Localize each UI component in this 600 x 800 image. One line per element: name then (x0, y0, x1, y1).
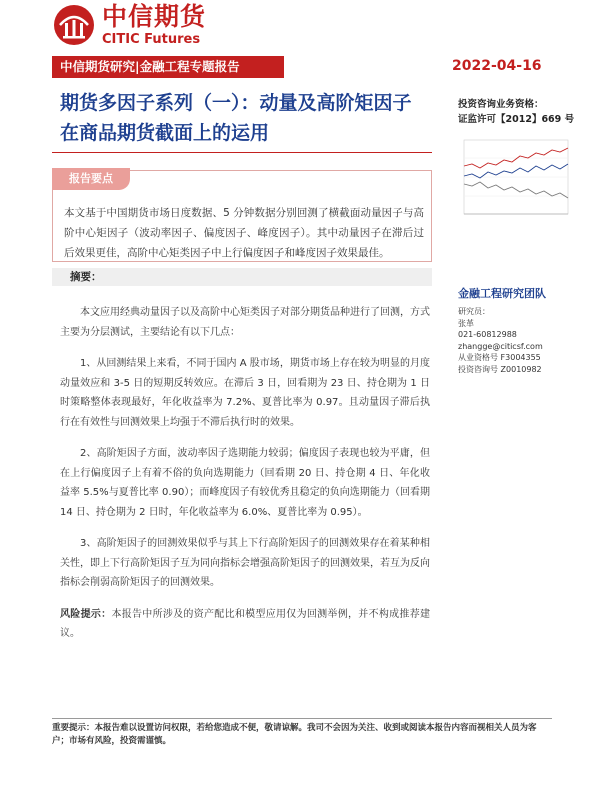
abstract-label: 摘要： (70, 271, 102, 283)
brand-name-en: CITIC Futures (102, 32, 201, 47)
summary-text: 本文基于中国期货市场日度数据、5 分钟数据分别回测了横截面动量因子与高阶中心矩因子（波动率因子、偏度因子、峰度因子）。其中动量因子在滞后过后效果更佳，高阶中心矩类因子中上行偏度因子和峰度因子效果最佳。 (64, 207, 424, 259)
qualification-value: 证监许可【2012】669 号 (458, 114, 575, 125)
risk-label: 风险提示： (60, 608, 112, 620)
team-role: 研究员： (458, 307, 490, 316)
team-name: 张革 (458, 318, 474, 328)
summary-tag: 报告要点 (52, 168, 130, 190)
abstract-paragraph-intro: 本文应用经典动量因子以及高阶中心矩类因子对部分期货品种进行了回测，方式主要为分层测试，主要结论有以下几点： (60, 307, 430, 338)
report-title: 期货多因子系列（一）：动量及高阶矩因子在商品期货截面上的运用 (60, 92, 412, 144)
risk-warning (60, 605, 430, 644)
qualification-label: 投资咨询业务资格： (458, 99, 544, 110)
abstract-body (60, 303, 430, 656)
title-divider (52, 152, 432, 153)
team-title: 金融工程研究团队 (458, 287, 546, 300)
abstract-paragraph-2: 2、高阶矩因子方面，波动率因子选期能力较弱；偏度因子表现也较为平庸，但在上行偏度因子上有着不俗的负向选期能力（回看期 20 日、持仓期 4 日、年化收益率 5.5%与夏普比率 0.90）；而峰度因子有较优秀且稳定的负向选期能力（回看期 14 日、持仓期为 2 日时，年化收益率为 6.0%、夏普比率为 0.95）。 (60, 448, 430, 518)
abstract-header-bar (52, 268, 432, 286)
abstract-paragraph-3: 3、高阶矩因子的回测效果似乎与其上下行高阶矩因子的回测效果存在着某种相关性，即上下行高阶矩因子互为同向指标会增强高阶矩因子的回测效果，若互为反向指标会削弱高阶矩因子的回测效果。 (60, 538, 430, 588)
abstract-paragraph-1: 1、从回测结果上来看，不同于国内 A 股市场，期货市场上存在较为明显的月度动量效应和 3-5 日的短期反转效应。在滞后 3 日，回看期为 23 日、持仓期为 1 日时策略整体表现最好，年化收益率为 7.2%、夏普比率为 0.97。且动量因子滞后执行在有效性与回测效果上均强于不滞后执行时的效果。 (60, 358, 430, 428)
risk-text: 本报告中所涉及的资产配比和模型应用仅为回测举例，并不构成推荐建议。 (60, 608, 431, 639)
footer-notice: 重要提示：本报告难以设置访问权限，若给您造成不便，敬请谅解。我司不会因为关注、收到或阅读本报告内容而视相关人员为客户；市场有风险，投资需谨慎。 (52, 723, 537, 746)
team-info (458, 306, 543, 376)
footer-divider (52, 718, 552, 719)
team-email[interactable]: zhangge@citicsf.com (458, 341, 543, 351)
report-category-banner: 中信期货研究|金融工程专题报告 (52, 56, 284, 78)
team-license-1: 从业资格号 F3004355 (458, 353, 541, 363)
report-date: 2022-04-16 (452, 58, 542, 74)
team-license-2: 投资咨询号 Z0010982 (458, 364, 542, 374)
citic-logo-icon (52, 3, 96, 47)
brand-name-cn: 中信期货 (102, 2, 207, 31)
cover-mini-chart (458, 136, 574, 226)
team-phone: 021-60812988 (458, 330, 517, 340)
